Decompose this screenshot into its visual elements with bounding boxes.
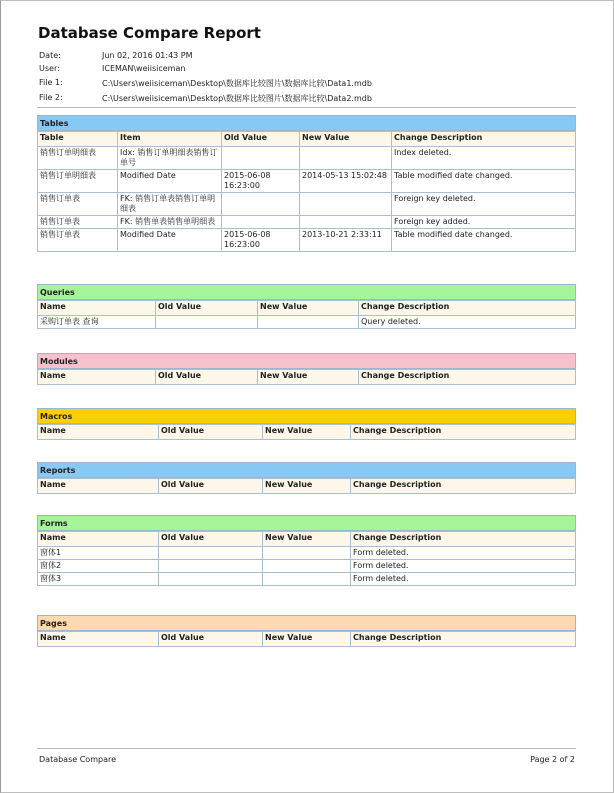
table-header-row bbox=[38, 301, 576, 316]
table-header-row bbox=[38, 370, 576, 385]
column-header: Name bbox=[38, 301, 156, 316]
reports-table bbox=[37, 478, 576, 494]
table-cell: Query deleted. bbox=[359, 316, 576, 329]
forms-table bbox=[37, 531, 576, 586]
column-header: New Value bbox=[258, 301, 359, 316]
table-cell bbox=[300, 216, 392, 229]
footer-page-number: Page 2 of 2 bbox=[530, 755, 575, 764]
table-cell bbox=[156, 316, 258, 329]
table-row bbox=[38, 216, 576, 229]
column-header: Name bbox=[38, 479, 159, 494]
table-cell bbox=[222, 216, 300, 229]
table-row bbox=[38, 229, 576, 252]
header-divider bbox=[37, 107, 576, 108]
column-header: Old Value bbox=[222, 132, 300, 147]
table-row bbox=[38, 193, 576, 216]
table-cell: Modified Date bbox=[118, 229, 222, 252]
table-cell: 销售订单明细表 bbox=[38, 147, 118, 170]
meta-value: C:\Users\weiisiceman\Desktop\数据库比较图片\数据库比较\Data1.mdb bbox=[102, 79, 372, 88]
table-cell: Idx: 销售订单明细表销售订单号 bbox=[118, 147, 222, 170]
table-cell: Index deleted. bbox=[392, 147, 576, 170]
column-header: Old Value bbox=[156, 370, 258, 385]
queries-section-header: Queries bbox=[37, 284, 576, 300]
modules-table bbox=[37, 369, 576, 385]
meta-label: File 2: bbox=[39, 93, 63, 102]
table-cell: Table modified date changed. bbox=[392, 170, 576, 193]
tables-table bbox=[37, 131, 576, 252]
table-cell: 销售订单明细表 bbox=[38, 170, 118, 193]
table-cell bbox=[222, 147, 300, 170]
tables-section bbox=[37, 115, 576, 252]
table-cell: FK: 销售单表销售单明细表 bbox=[118, 216, 222, 229]
column-header: Name bbox=[38, 532, 159, 547]
column-header: Item bbox=[118, 132, 222, 147]
table-row bbox=[38, 573, 576, 586]
table-cell bbox=[300, 193, 392, 216]
table-cell: 2015-06-08 16:23:00 bbox=[222, 170, 300, 193]
reports-section-header: Reports bbox=[37, 462, 576, 478]
column-header: Old Value bbox=[159, 532, 263, 547]
table-row bbox=[38, 316, 576, 329]
meta-label: File 1: bbox=[39, 78, 63, 87]
macros-section-header: Macros bbox=[37, 408, 576, 424]
table-cell: Form deleted. bbox=[351, 547, 576, 560]
tables-section-header: Tables bbox=[37, 115, 576, 131]
column-header: Old Value bbox=[159, 632, 263, 647]
table-header-row bbox=[38, 479, 576, 494]
table-cell bbox=[159, 547, 263, 560]
column-header: New Value bbox=[263, 479, 351, 494]
table-row bbox=[38, 170, 576, 193]
table-cell: 销售订单表 bbox=[38, 216, 118, 229]
report-title: Database Compare Report bbox=[38, 24, 261, 42]
table-header-row bbox=[38, 132, 576, 147]
column-header: New Value bbox=[258, 370, 359, 385]
column-header: Change Description bbox=[351, 532, 576, 547]
column-header: Table bbox=[38, 132, 118, 147]
table-cell bbox=[263, 573, 351, 586]
column-header: Name bbox=[38, 632, 159, 647]
pages-section-header: Pages bbox=[37, 615, 576, 631]
table-cell: 销售订单表 bbox=[38, 229, 118, 252]
table-header-row bbox=[38, 425, 576, 440]
column-header: Old Value bbox=[159, 425, 263, 440]
column-header: Change Description bbox=[351, 479, 576, 494]
table-cell: 窗体1 bbox=[38, 547, 159, 560]
macros-table bbox=[37, 424, 576, 440]
table-cell: 2014-05-13 15:02:48 bbox=[300, 170, 392, 193]
column-header: Change Description bbox=[359, 370, 576, 385]
modules-section-header: Modules bbox=[37, 353, 576, 369]
table-cell: Foreign key deleted. bbox=[392, 193, 576, 216]
meta-value: ICEMAN\weiisiceman bbox=[102, 64, 186, 73]
table-header-row bbox=[38, 532, 576, 547]
column-header: New Value bbox=[300, 132, 392, 147]
table-row bbox=[38, 547, 576, 560]
table-cell bbox=[300, 147, 392, 170]
table-header-row bbox=[38, 632, 576, 647]
pages-section bbox=[37, 615, 576, 647]
table-cell: FK: 销售订单表销售订单明细表 bbox=[118, 193, 222, 216]
table-cell bbox=[258, 316, 359, 329]
column-header: New Value bbox=[263, 632, 351, 647]
column-header: New Value bbox=[263, 425, 351, 440]
meta-label: User: bbox=[39, 64, 60, 73]
queries-section bbox=[37, 284, 576, 329]
table-row bbox=[38, 560, 576, 573]
table-cell bbox=[263, 560, 351, 573]
table-cell: Modified Date bbox=[118, 170, 222, 193]
column-header: Change Description bbox=[351, 425, 576, 440]
table-cell: 采购订单表 查询 bbox=[38, 316, 156, 329]
forms-section bbox=[37, 515, 576, 586]
macros-section bbox=[37, 408, 576, 440]
table-cell: 窗体2 bbox=[38, 560, 159, 573]
table-cell: 2015-06-08 16:23:00 bbox=[222, 229, 300, 252]
reports-section bbox=[37, 462, 576, 494]
table-cell: 销售订单表 bbox=[38, 193, 118, 216]
column-header: Change Description bbox=[359, 301, 576, 316]
meta-value: C:\Users\weiisiceman\Desktop\数据库比较图片\数据库比较\Data2.mdb bbox=[102, 94, 372, 103]
table-cell: Form deleted. bbox=[351, 573, 576, 586]
column-header: Old Value bbox=[159, 479, 263, 494]
table-cell: 窗体3 bbox=[38, 573, 159, 586]
table-row bbox=[38, 147, 576, 170]
meta-value: Jun 02, 2016 01:43 PM bbox=[102, 51, 193, 60]
table-cell: Table modified date changed. bbox=[392, 229, 576, 252]
table-cell bbox=[222, 193, 300, 216]
column-header: Change Description bbox=[392, 132, 576, 147]
table-cell: Form deleted. bbox=[351, 560, 576, 573]
meta-label: Date: bbox=[39, 51, 61, 60]
column-header: New Value bbox=[263, 532, 351, 547]
column-header: Name bbox=[38, 425, 159, 440]
column-header: Name bbox=[38, 370, 156, 385]
table-cell bbox=[159, 560, 263, 573]
modules-section bbox=[37, 353, 576, 385]
forms-section-header: Forms bbox=[37, 515, 576, 531]
footer-divider bbox=[37, 748, 576, 749]
footer-left: Database Compare bbox=[39, 755, 117, 764]
table-cell bbox=[263, 547, 351, 560]
column-header: Change Description bbox=[351, 632, 576, 647]
table-cell: Foreign key added. bbox=[392, 216, 576, 229]
column-header: Old Value bbox=[156, 301, 258, 316]
queries-table bbox=[37, 300, 576, 329]
table-cell: 2013-10-21 2:33:11 bbox=[300, 229, 392, 252]
table-cell bbox=[159, 573, 263, 586]
pages-table bbox=[37, 631, 576, 647]
